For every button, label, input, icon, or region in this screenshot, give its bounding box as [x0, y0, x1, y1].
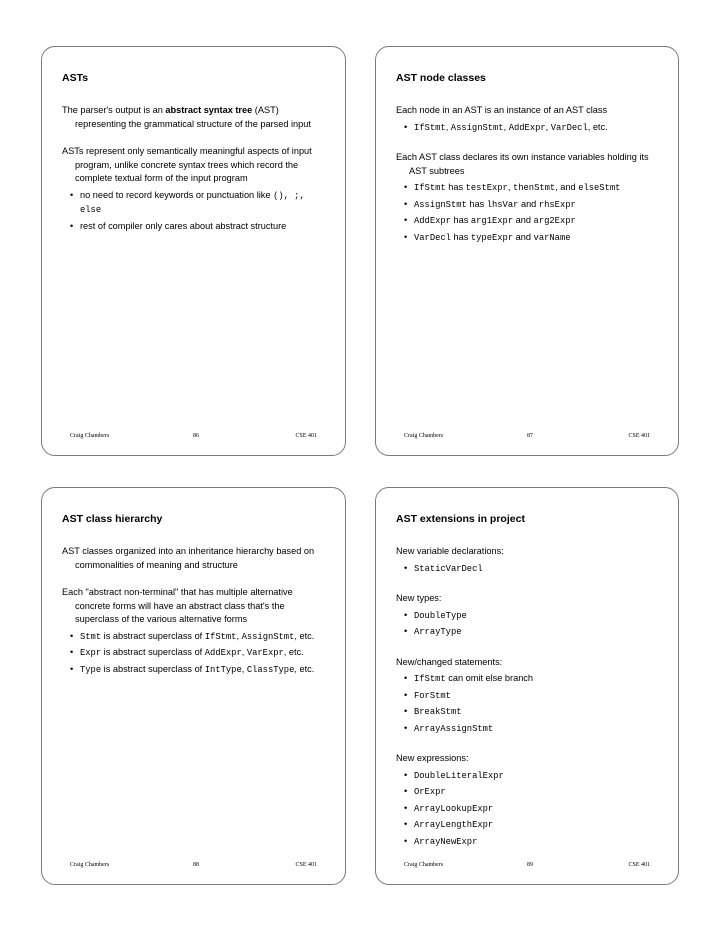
code: VarDecl	[414, 232, 451, 243]
text: and	[513, 231, 534, 242]
text: has	[450, 231, 471, 242]
code: ArrayLengthExpr	[414, 820, 494, 830]
list-item	[70, 189, 329, 218]
text: ,	[545, 121, 551, 132]
bullet-list	[396, 181, 662, 245]
slide-body	[396, 104, 662, 247]
text: is abstract superclass of	[101, 647, 205, 657]
text: ,	[445, 121, 451, 132]
paragraph: Each AST class declares its own instance variables holding its AST subtrees	[396, 152, 649, 176]
code: ArrayAssignStmt	[414, 723, 494, 734]
code: (), ;, else	[80, 190, 305, 215]
code: ClassType	[246, 664, 295, 675]
slide-footer	[376, 433, 678, 443]
slide-title: ASTs	[62, 72, 89, 84]
list-item	[70, 646, 329, 661]
slide-title: AST class hierarchy	[62, 513, 163, 525]
slide-89	[375, 487, 679, 885]
code: thenStmt	[512, 183, 556, 193]
text: no need to record keywords or punctuation like	[80, 189, 274, 200]
list-item	[404, 198, 662, 213]
footer-author: Craig Chambers	[70, 433, 110, 439]
list-item	[404, 722, 662, 737]
text: , etc.	[294, 663, 315, 674]
code: VarDecl	[550, 122, 588, 133]
list-item	[404, 609, 662, 624]
code: BreakStmt	[414, 707, 462, 717]
code: StaticVarDecl	[414, 563, 483, 574]
paragraph: ASTs represent only semantically meaningful aspects of input program, unlike concrete syntax trees which record the complete textual form of the input program	[62, 146, 312, 183]
code: IntType	[204, 664, 242, 675]
code: OrExpr	[414, 787, 446, 797]
list-item	[70, 630, 329, 645]
code: AddExpr	[204, 648, 242, 658]
slide-87	[375, 46, 679, 456]
code: AssignStmt	[414, 199, 467, 210]
code: rhsExpr	[538, 199, 576, 210]
footer-author: Craig Chambers	[404, 433, 444, 439]
text: is abstract superclass of	[101, 663, 205, 674]
slide-body	[62, 104, 329, 235]
text: is abstract superclass of	[101, 630, 205, 641]
text: , and	[555, 182, 579, 192]
code: AssignStmt	[450, 122, 504, 133]
footer-course: CSE 401	[295, 862, 317, 868]
bullet-list	[396, 769, 662, 850]
footer-course: CSE 401	[628, 433, 650, 439]
footer-author: Craig Chambers	[70, 862, 110, 868]
bullet-list	[62, 189, 329, 234]
text: has	[466, 198, 487, 209]
code: Expr	[80, 648, 102, 658]
list-item	[404, 769, 662, 784]
code: AddExpr	[508, 122, 546, 133]
bullet-list	[62, 630, 329, 678]
code: lhsVar	[486, 199, 519, 210]
code: typeExpr	[470, 232, 514, 243]
code: VarExpr	[246, 648, 284, 658]
bold-term: abstract syntax tree	[165, 105, 253, 115]
slide-body	[396, 545, 662, 851]
slide-body	[62, 545, 329, 679]
list-item	[404, 231, 662, 246]
group-heading: New/changed statements:	[396, 656, 503, 667]
paragraph: Each "abstract non-terminal" that has multiple alternative concrete forms will have an abstract class that's the superclass of the various alternative forms	[62, 587, 293, 624]
slide-title: AST node classes	[396, 72, 486, 84]
text: can omit else branch	[445, 673, 534, 683]
code: testExpr	[465, 183, 508, 193]
list-item	[404, 121, 662, 136]
code: ForStmt	[414, 690, 451, 701]
slide-footer	[376, 862, 678, 872]
group-heading: New variable declarations:	[396, 546, 504, 556]
text: , etc.	[294, 630, 315, 641]
code: varName	[533, 232, 571, 243]
paragraph: AST classes organized into an inheritance hierarchy based on commonalities of meaning and structure	[62, 546, 315, 570]
paragraph	[62, 104, 329, 131]
footer-course: CSE 401	[295, 433, 317, 439]
code: ArrayLookupExpr	[414, 803, 494, 814]
code: arg2Expr	[533, 216, 576, 226]
text: and	[513, 215, 534, 225]
slide-88	[41, 487, 346, 885]
code: IfStmt	[414, 674, 446, 684]
code: ArrayNewExpr	[414, 836, 478, 847]
footer-course: CSE 401	[628, 862, 650, 868]
text: and	[518, 198, 539, 209]
code: Stmt	[80, 631, 102, 642]
list-item	[70, 663, 329, 678]
text: ,	[503, 121, 509, 132]
code: IfStmt	[414, 122, 446, 133]
code: DoubleType	[414, 610, 467, 621]
bullet-list	[396, 562, 662, 577]
list-item	[404, 818, 662, 833]
group-heading: New types:	[396, 593, 442, 603]
code: arg1Expr	[470, 216, 514, 226]
text: (AST) representing the grammatical structure of the parsed input	[75, 105, 311, 129]
code: DoubleLiteralExpr	[414, 770, 504, 781]
footer-page: 86	[193, 433, 199, 439]
slide-footer	[42, 433, 345, 443]
code: Type	[80, 664, 102, 675]
text: has	[445, 182, 466, 192]
list-item	[404, 562, 662, 577]
list-item	[404, 672, 662, 687]
list-item	[404, 835, 662, 850]
text: ,	[241, 647, 247, 657]
slide-footer	[42, 862, 345, 872]
code: AssignStmt	[241, 631, 295, 642]
bullet-list	[396, 121, 662, 136]
group-heading: New expressions:	[396, 753, 469, 763]
list-item	[404, 689, 662, 704]
code: IfStmt	[204, 631, 237, 642]
footer-page: 89	[527, 862, 533, 868]
code: AddExpr	[414, 216, 451, 226]
list-item	[404, 785, 662, 800]
footer-page: 88	[193, 862, 199, 868]
paragraph: Each node in an AST is an instance of an AST class	[396, 105, 608, 115]
bullet-list	[396, 672, 662, 736]
footer-page: 87	[527, 433, 533, 439]
text: ,	[236, 630, 242, 641]
code: IfStmt	[414, 183, 446, 193]
text: has	[450, 215, 471, 225]
code: elseStmt	[578, 183, 621, 193]
list-item	[404, 625, 662, 640]
text: ,	[241, 663, 247, 674]
slide-title: AST extensions in project	[396, 513, 525, 525]
text: , etc.	[587, 121, 608, 132]
slide-86	[41, 46, 346, 456]
text: , etc.	[283, 647, 304, 657]
list-item: • rest of compiler only cares about abstract structure	[70, 220, 329, 234]
list-item	[404, 802, 662, 817]
text: ,	[507, 182, 513, 192]
text: The parser's output is an	[62, 105, 166, 115]
list-item	[404, 705, 662, 720]
bullet-list	[396, 609, 662, 640]
list-item	[404, 181, 662, 196]
list-item	[404, 214, 662, 229]
code: ArrayType	[414, 627, 462, 637]
footer-author: Craig Chambers	[404, 862, 444, 868]
